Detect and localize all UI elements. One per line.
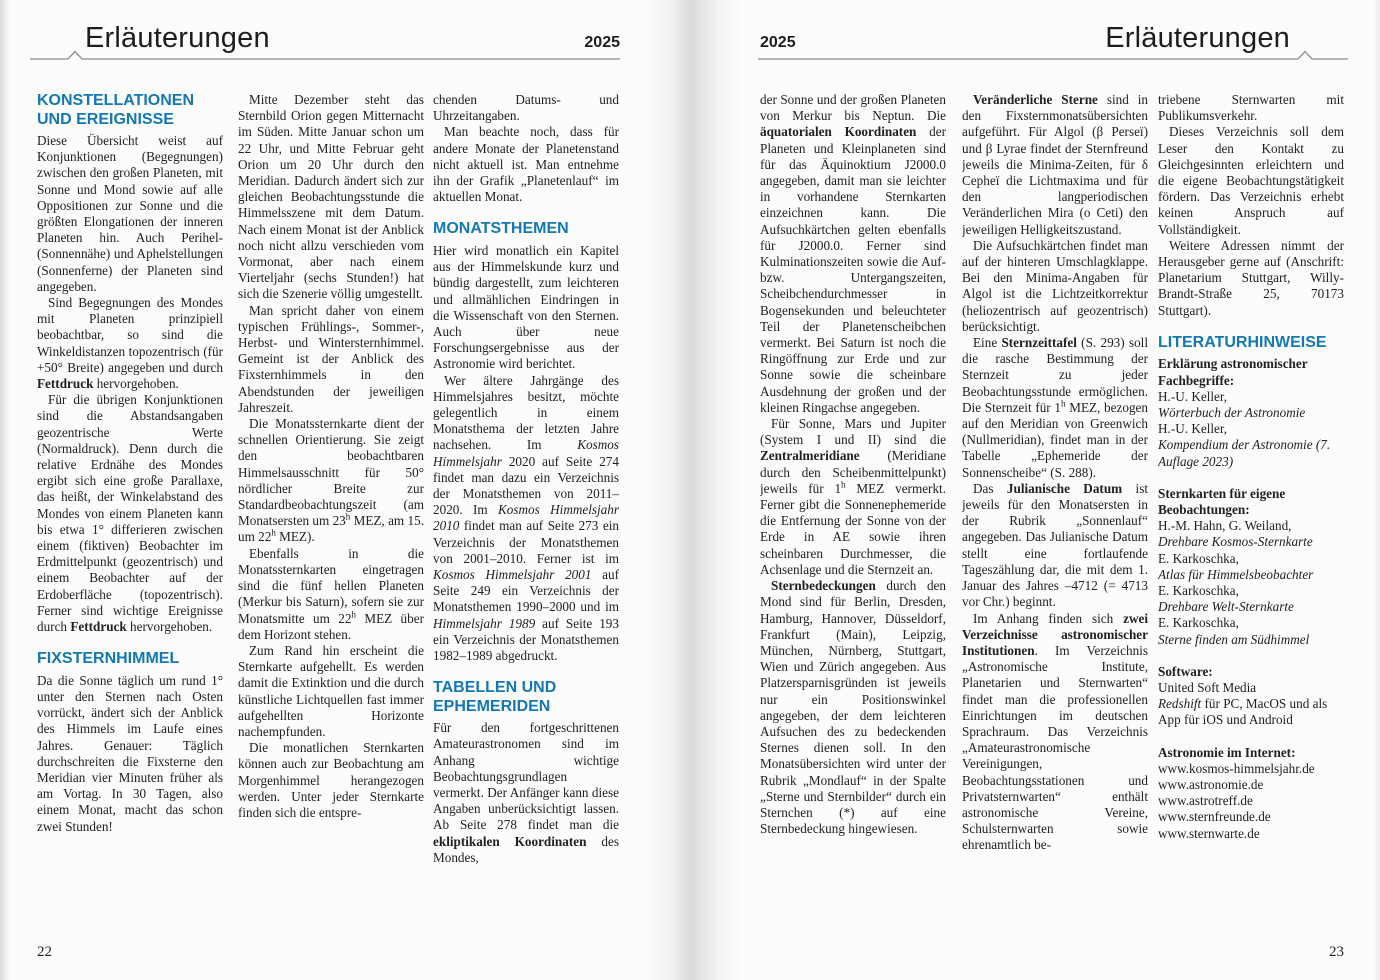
year-label: 2025 [760,34,796,51]
text-run: Wörterbuch der Astronomie [1158,404,1306,420]
text-run: Drehbare Kosmos-Sternkarte [1158,534,1313,550]
paragraph [37,673,223,835]
text-column [962,92,1148,940]
text-run: zwei Verzeichnisse astronomischer Institutionen [962,610,1148,658]
list-line [1158,826,1344,842]
text-run: www.kosmos-himmelsjahr.de [1158,760,1315,776]
section-heading: MONATSTHEMEN [433,220,569,238]
gutter-shadow [644,0,744,980]
paragraph [433,373,619,665]
text-run: 2020 auf Seite 274 findet man dazu ein Verzeichnis der Monatsthemen von 2011–2020. Im [433,453,619,518]
text-run: findet man auf Seite 273 ein Verzeichnis der Monatsthemen von 2001–2010. Ferner ist im [433,518,619,566]
section-heading: KONSTELLATIONEN UND EREIGNISSE [37,92,195,128]
text-run: ekliptikalen Koordinaten [433,833,587,849]
text-run: E. Karkoschka, [1158,615,1239,631]
list-line [1158,745,1344,761]
text-column [433,92,619,940]
text-run: Diese Übersicht weist auf Konjunktionen (Begegnungen) zwischen den großen Planeten, mit Sonne und Mond sowie auf alle Oppositionen zur Sonne und die größten Elongationen der inneren Planeten hin. Auch Perihel- (Sonnennähe) und Aphelstellungen (Sonnenferne) der Planeten sind angegeben. [37,133,223,294]
list-line [1158,615,1344,631]
page-title: Erläuterungen [85,22,270,54]
text-column [760,92,946,940]
paragraph [962,335,1148,481]
text-run: Dieses Verzeichnis soll dem Leser den Kontakt zu Gleichgesinnten erleichtern und die eigene Beobachtungstätigkeit fördern. Das Verzeichnis erhebt keinen Anspruch auf Vollständigkeit. [1158,124,1344,237]
list-line [1158,567,1344,583]
paragraph [962,238,1148,335]
header-rule [758,50,1348,62]
text-run: MEZ). [275,529,315,545]
page-number: 22 [37,944,52,960]
text-run: durch den Mond sind für Berlin, Dresden, Hamburg, Hannover, Düsseldorf, Frankfurt (Main), Leipzig, München, Nürnberg, Stuttgart, Wien und Zürich angegeben. Aus Platzersparnisgründen ist jeweils nur ein Positionswinkel angegeben, der dem leichteren Aufsuchen des zu bedeckenden Sternes dienen soll. In den Monatsübersichten wird unter der Rubrik „Mondlauf“ in der Spalte „Sterne und Sternbilder“ durch ein Sternchen (*) auf eine Sternbedeckung hingewiesen. [760,578,946,837]
list-line [1158,680,1344,696]
text-run: ist jeweils für den Monatsersten in der Rubrik „Sonnenlauf“ angegeben. Das Julianische Datum stellt eine fortlaufende Tageszählung dar, die mit dem 1. Januar des Jahres –4712 (= 4713 vor Chr.) beginnt. [962,480,1148,610]
paragraph [238,303,424,416]
text-run: Redshift [1158,696,1202,712]
text-run: E. Karkoschka, [1158,582,1239,598]
text-run: Kompendium der Astronomie (7. Auflage 2023) [1158,437,1331,469]
list-line [1158,356,1344,388]
text-run: Zum Rand hin erscheint die Sternkarte aufgehellt. Es werden damit die Extinktion und die durch künstliche Lichtquellen fast immer aufgehellten Horizonte nachempfunden. [238,642,424,739]
paragraph [760,578,946,837]
paragraph [760,416,946,578]
list-line [1158,793,1344,809]
text-run: Das [973,480,1007,496]
paragraph [760,92,946,416]
text-run: Mitte Dezember steht das Sternbild Orion gegen Mitternacht im Süden. Mitte Januar schon um 22 Uhr, und Mitte Februar geht Orion um 20 Uhr durch den Meridian. Dadurch ändert sich zur gleichen Beobachtungsstunde die Himmelsszene mit dem Datum. Nach einem Monat ist der Anblick noch nicht allzu verschieden vom Vormonat, aber nach einem Vierteljahr (sechs Stunden!) hat sich die Szenerie völlig umgestellt. [238,92,424,302]
text-run: Sterne finden am Südhimmel [1158,631,1310,647]
paragraph [238,643,424,740]
text-run: äquatorialen Koordinaten [760,124,917,140]
section-heading: TABELLEN UND EPHEMERIDEN [433,679,557,715]
text-run: hervorgehoben. [126,619,213,635]
list-line [1158,518,1344,534]
list-line [1158,534,1344,550]
text-run: Sternkarten für eigene Beobachtungen: [1158,485,1286,517]
page-edge-right [1372,0,1380,980]
text-column [37,92,223,940]
page-right [690,0,1380,980]
paragraph [238,740,424,821]
paragraph [1158,92,1344,124]
text-run: Fettdruck [70,619,127,635]
list-line [1158,599,1344,615]
text-run: H.-U. Keller, [1158,388,1228,404]
text-run: MEZ, bezogen auf den Meridian von Greenwich (Nullmeridian), findet man in der Tabelle „Ephemeride der Sonnenscheibe“ (S. 288). [962,399,1148,480]
superscript-hour: h [345,511,351,522]
text-run: auf Seite 193 ein Verzeichnis der Monatsthemen 1982–1989 abgedruckt. [433,615,619,663]
list-line [1158,664,1344,680]
text-run: Sternzeittafel [1001,335,1077,351]
text-run: Im Anhang finden sich [973,610,1124,626]
text-run: triebene Sternwarten mit Publikumsverkehr. [1158,92,1344,124]
text-run: Wer ältere Jahrgänge des Himmelsjahres besitzt, möchte gelegentlich in einem Monatsthema der letzten Jahre nachsehen. Im [433,372,619,453]
text-run: Weitere Adressen nimmt der Herausgeber gerne auf (Anschrift: Planetarium Stuttgart, Willy-Brandt-Straße 25, 70173 Stuttgart). [1158,237,1344,318]
paragraph [962,611,1148,854]
text-run: H.-U. Keller, [1158,421,1228,437]
paragraph [238,92,424,303]
text-run: Sind Begegnungen des Mondes mit Planeten prinzipiell beobachtbar, so sind die Winkeldistanzen topozentrisch (für +50° Breite) angegeben und durch [37,295,223,375]
text-run: Kosmos Himmelsjahr 2001 [433,566,592,582]
header-rule [30,50,620,62]
text-run: Für Sonne, Mars und Jupiter (System I und II) sind die [760,416,946,448]
list-line [1158,437,1344,469]
text-run: Man spricht daher von einem typischen Frühlings-, Sommer-, Herbst- und Wintersternhimmel. Gemeint ist der Anblick des Fixsternhimmels in den Abendstunden der jeweiligen Jahreszeit. [238,302,424,415]
text-run: Veränderliche Sterne [973,92,1098,107]
section-heading: FIXSTERNHIMMEL [37,650,180,668]
text-run: für PC, MacOS und als App für iOS und Android [1158,696,1328,728]
text-run: Für den fortgeschrittenen Amateurastronomen sind im Anhang wichtige Beobachtungsgrundlagen vermerkt. Der Anfänger kann diese Angaben unberücksichtigt lassen. Ab Seite 278 findet man die [433,720,619,833]
text-run: (S. 293) soll die rasche Bestimmung der Sternzeit zu jeder Beobachtungsstunde ermöglichen. Die Sternzeit für 1 [962,335,1148,415]
section-heading: LITERATURHINWEISE [1158,333,1327,351]
text-run: auf Seite 249 ein Verzeichnis der Monatsthemen 1990–2000 und im [433,566,619,615]
text-run: Julianische Datum [1006,480,1123,496]
text-run: www.sternfreunde.de [1158,809,1271,825]
text-run: Fettdruck [37,376,94,392]
superscript-hour: h [351,609,356,620]
superscript-hour: h [1061,398,1066,409]
paragraph [1158,238,1344,319]
text-run: Astronomie im Internet: [1158,744,1296,760]
text-run: chenden Datums- und Uhrzeitangaben. [433,92,619,124]
text-column [1158,92,1344,940]
text-run: Hier wird monatlich ein Kapitel aus der Himmelskunde kurz und bündig dargestellt, zum leichteren und allmählichen Eindringen in die Wissenschaft von den Sternen. Auch über neue Forschungsergebnisse aus der Astronomie wird berichtet. [433,242,619,372]
text-run: MEZ, am 15. um 22 [238,513,424,545]
text-run: Atlas für Himmelsbeobachter [1158,566,1314,582]
text-run: www.astrotreff.de [1158,793,1253,809]
text-run: der Sonne und der großen Planeten von Merkur bis Neptun. Die [760,92,946,124]
text-run: . Im Verzeichnis „Astronomische Institute, Planetarien und Sternwarten“ findet man die professionellen Einrichtungen im deutschen Sprachraum. Das Verzeichnis „Amateurastronomische Vereinigungen, Beobachtungsstationen und Privatsternwarten“ enthält astronomische Vereine, Schulsternwarten sowie ehrenamtlich be- [962,642,1148,853]
text-run: (Meridiane durch den Scheibenmittelpunkt) jeweils für 1 [760,448,946,496]
paragraph [238,416,424,546]
paragraph [1158,124,1344,237]
list-line [1158,551,1344,567]
text-run: MEZ vermerkt. Ferner gibt die Sonnenephemeride die Entfernung der Sonne von der Erde in AE sowie ihren scheinbaren Durchmesser, die Achsenlage und die Sternzeit an. [760,480,946,577]
text-run: MEZ über dem Horizont stehen. [238,610,424,642]
paragraph [433,124,619,205]
text-run: Kosmos Himmelsjahr [433,437,619,469]
paragraph [37,133,223,295]
page-edge-left [0,0,10,980]
text-run: Himmelsjahr 1989 [433,615,536,631]
paragraph [962,92,1148,238]
text-run: H.-M. Hahn, G. Weiland, [1158,518,1292,534]
text-run: Zentralmeridiane [760,448,860,464]
paragraph [962,481,1148,611]
paragraph [433,92,619,124]
list-line [1158,486,1344,518]
list-line [1158,389,1344,405]
text-run: Man beachte noch, dass für andere Monate der Planetenstand nicht aktuell ist. Man entnehme ihn der Grafik „Planetenlauf“ im aktuellen Monat. [433,124,619,205]
text-run: Ebenfalls in die Monatssternkarten eingetragen sind die fünf hellen Planeten (Merkur bis Saturn), sofern sie zur Monatsmitte um 22 [238,545,424,626]
superscript-hour: h [271,528,276,539]
paragraph [37,295,223,392]
year-label: 2025 [584,34,620,51]
paragraph [37,392,223,635]
text-run: sind in den Fixsternmonatsübersichten aufgeführt. Für Algol (β Perseï) und β Lyrae findet der Sternfreund jeweils die Minima-Zeiten, für δ Cepheï die Lichtmaxima und für den langperiodischen Veränderlichen Mira (ο Ceti) den jeweiligen Helligkeitszustand. [962,92,1148,237]
text-run: E. Karkoschka, [1158,550,1239,566]
text-run: www.astronomie.de [1158,777,1264,793]
text-run: Da die Sonne täglich um rund 1° unter den Sternen nach Osten vorrückt, ändert sich der Anblick des Himmels im Laufe eines Jahres. Genauer: Täglich durchschreiten die Fixsterne den Meridian vier Minuten früher als am Vortag. In 30 Tagen, also einem Monat, macht das schon zwei Stunden! [37,672,223,834]
text-run: Eine [973,335,1002,351]
list-line [1158,809,1344,825]
text-run: Für die übrigen Konjunktionen sind die Abstandsangaben geozentrische Werte (Normaldruck). Denn durch die relative Erdnähe des Mondes ergibt sich eine große Parallaxe, das heißt, der Winkelabstand des Mondes von einem Planeten kann bis etwa 1° differieren zwischen einem (fiktiven) Beobachter im Erdmittelpunkt (geozentrisch) und einem Beobachter auf der Erdoberfläche (topozentrisch). Ferner sind wichtige Ereignisse durch [37,392,223,635]
paragraph [433,243,619,373]
text-run: Die Monatssternkarte dient der schnellen Orientierung. Sie zeigt den beobachtbaren Himmelsausschnitt für 50° nördlicher Breite zur Standardbeobachtungszeit (am Monatsersten um 23 [238,416,424,529]
text-run: www.sternwarte.de [1158,825,1260,841]
list-line [1158,761,1344,777]
list-line [1158,632,1344,648]
header-rule-line-icon [758,50,1348,62]
text-run: des Mondes, [433,833,619,865]
paragraph [433,720,619,866]
text-run: Drehbare Welt-Sternkarte [1158,599,1294,615]
header-rule-line-icon [30,50,620,62]
paragraph [238,546,424,643]
list-line [1158,696,1344,728]
text-run: United Soft Media [1158,680,1257,695]
text-column [238,92,424,940]
text-run: Sternbedeckungen [771,578,876,594]
text-run: der Planeten und Kleinplaneten sind für das Äquinoktium J2000.0 angegeben, damit man sie leichter in vorhandene Sternkarten einzeichnen kann. Die Aufsuchkärtchen gelten ebenfalls für J2000.0. Ferner sind Kulminationszeiten sowie die Auf- bzw. Untergangszeiten, Scheibchendurchmesser in Bogensekunden und beleuchteter Teil der Planetenscheibchen vermerkt. Bei Saturn ist noch die Ringöffnung zur Erde und zur Sonne sowie die scheinbare Ausdehnung der großen und der kleinen Ringachse angegeben. [760,124,946,415]
text-run: Die Aufsuchkärtchen findet man auf der hinteren Umschlagklappe. Bei den Minima-Angaben für Algol ist die Lichtzeitkorrektur (heliozentrisch auf geozentrisch) berücksichtigt. [962,237,1148,334]
text-run: Software: [1158,663,1213,679]
page-number: 23 [1329,944,1344,960]
text-run: Kosmos Himmelsjahr 2010 [433,502,619,534]
list-line [1158,777,1344,793]
text-run: hervorgehoben. [93,376,179,392]
list-line [1158,421,1344,437]
text-run: Erklärung astronomischer Fachbegriffe: [1158,356,1308,388]
text-run: Die monatlichen Sternkarten können auch zur Beobachtung am Morgenhimmel herangezogen werden. Unter jeder Sternkarte finden sich die entspre- [238,740,424,820]
superscript-hour: h [841,479,846,490]
list-line [1158,583,1344,599]
page-title: Erläuterungen [1105,22,1290,54]
list-line [1158,405,1344,421]
